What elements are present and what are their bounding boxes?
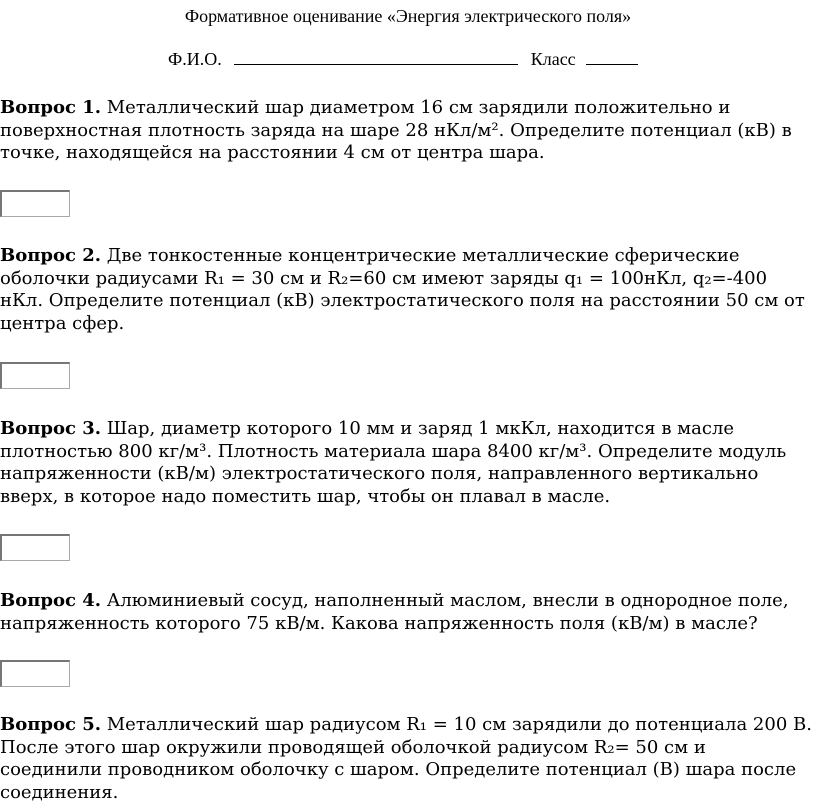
question-2 (0, 245, 812, 335)
question-3-text: Шар, диаметр которого 10 мм и заряд 1 мкКл, находится в масле плотностью 800 кг/м³. Плотность материала шара 8400 кг/м³. Определите модуль напряженности (кВ/м) электростатического поля, направленного вертикально вверх, в которое надо поместить шар, чтобы он плавал в масле. (0, 418, 787, 507)
question-4-text: Алюминиевый сосуд, наполненный маслом, внесли в однородное поле, напряженность которого 75 кВ/м. Какова напряженность поля (кВ/м) в масле? (0, 590, 789, 634)
question-3-label: Вопрос 3. (0, 418, 102, 439)
student-info-row (168, 48, 638, 70)
question-1-text: Металлический шар диаметром 16 см зарядили положительно и поверхностная плотность заряда на шаре 28 нКл/м². Определите потенциал (кВ) в точке, находящейся на расстоянии 4 см от центра шара. (0, 97, 792, 163)
answer-input-3[interactable] (0, 534, 70, 561)
question-4-label: Вопрос 4. (0, 590, 102, 611)
fio-label: Ф.И.О. (168, 49, 222, 69)
class-blank-line (586, 48, 638, 65)
question-5-label: Вопрос 5. (0, 714, 102, 735)
answer-input-4[interactable] (0, 660, 70, 687)
question-5-text: Металлический шар радиусом R₁ = 10 см зарядили до потенциала 200 В. После этого шар окружили проводящей оболочкой радиусом R₂= 50 см и соединили проводником оболочку с шаром. Определите потенциал (В) шара после соединения. (0, 714, 812, 803)
question-3 (0, 418, 812, 508)
page-title: Формативное оценивание «Энергия электрического поля» (184, 6, 632, 26)
answer-input-1[interactable] (0, 190, 70, 217)
question-2-label: Вопрос 2. (0, 245, 102, 266)
class-label: Класс (530, 49, 576, 69)
question-5 (0, 714, 812, 804)
question-2-text: Две тонкостенные концентрические металлические сферические оболочки радиусами R₁ = 30 см и R₂=60 см имеют заряды q₁ = 100нКл, q₂=-400 нКл. Определите потенциал (кВ) электростатического поля на расстоянии 50 см от центра сфер. (0, 245, 805, 334)
answer-input-2[interactable] (0, 362, 70, 389)
question-1 (0, 97, 812, 165)
fio-blank-line (234, 48, 518, 65)
question-1-label: Вопрос 1. (0, 97, 102, 118)
question-4 (0, 590, 812, 635)
